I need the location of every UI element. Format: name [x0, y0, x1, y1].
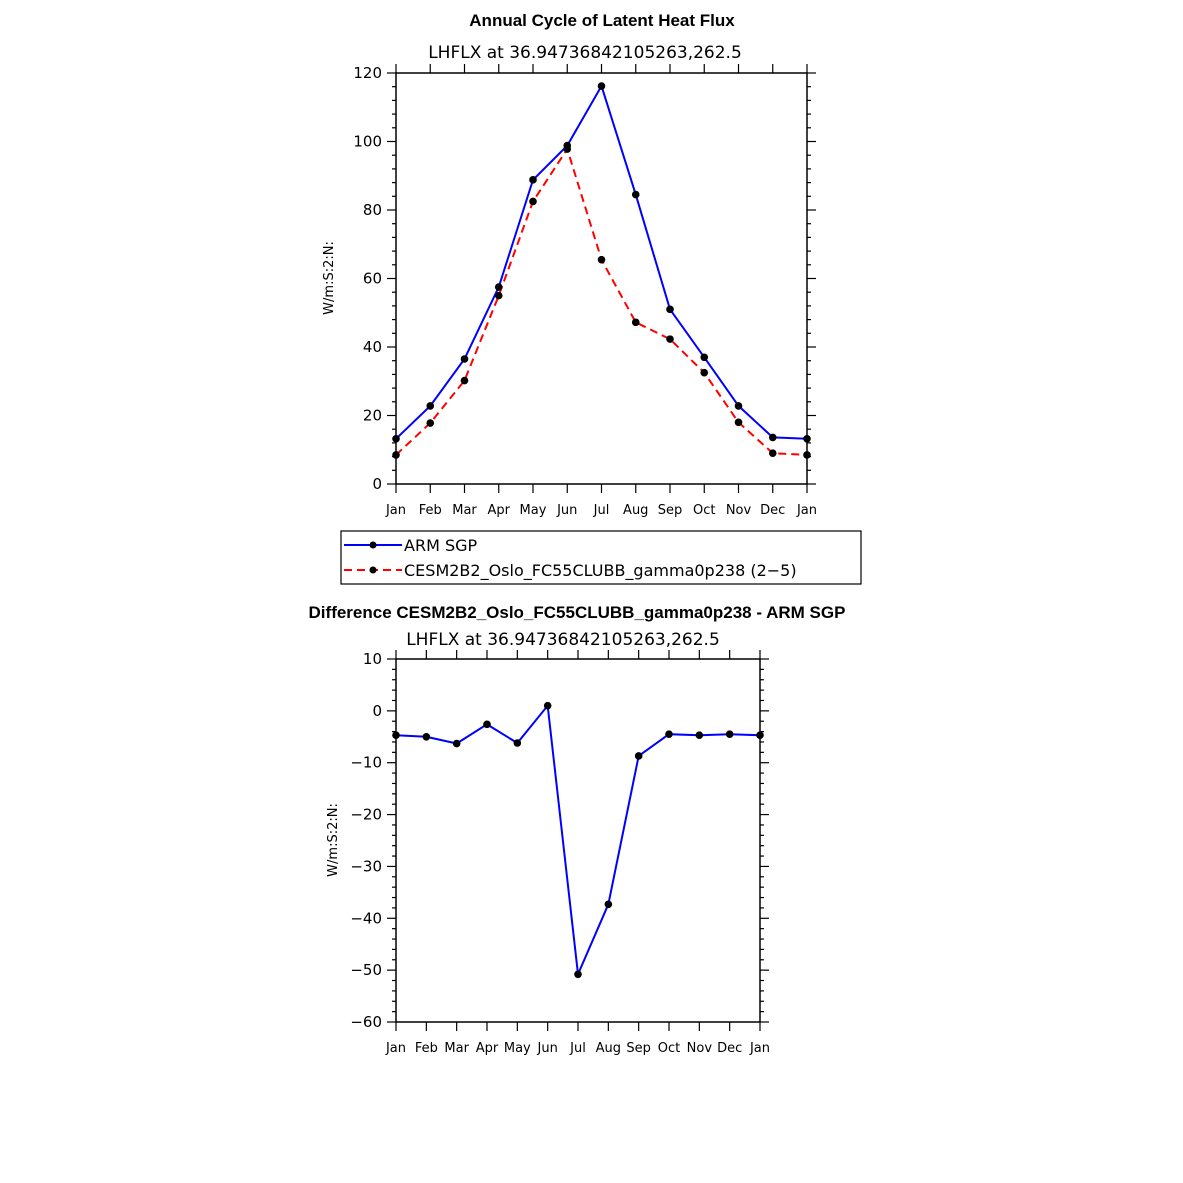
bottom-chart — [309, 603, 846, 1056]
top-chart-series-1-point — [529, 198, 537, 206]
top-chart-series-line-1 — [396, 149, 807, 455]
bottom-chart-series-0-point — [483, 721, 491, 729]
top-chart-series-0-point — [769, 434, 777, 442]
bottom-chart-series-0-point — [392, 731, 400, 739]
top-chart-series-0-point — [666, 306, 674, 314]
bottom-chart-xtick-label: Jun — [537, 1041, 558, 1056]
top-chart-series-1-point — [461, 377, 469, 385]
legend-marker-arm — [370, 542, 377, 549]
bottom-chart-ytick-label: 10 — [362, 650, 382, 668]
top-chart-series-0-point — [700, 353, 708, 361]
bottom-chart-ytick-label: −10 — [350, 753, 382, 772]
bottom-chart-xtick-label: Jan — [749, 1041, 771, 1056]
top-chart-xtick-label: Aug — [623, 503, 649, 518]
top-chart-series-1-point — [495, 292, 503, 300]
top-chart-ylabel: W/m:S:2:N: — [322, 241, 337, 315]
top-chart-series-1-point — [769, 449, 777, 457]
top-chart — [322, 11, 817, 518]
top-chart-ytick-label: 120 — [353, 64, 382, 82]
legend-label-arm: ARM SGP — [404, 536, 478, 555]
top-chart-ytick-label: 100 — [353, 132, 382, 151]
bottom-chart-series-0-point — [574, 970, 582, 978]
bottom-chart-xtick-label: Dec — [717, 1041, 743, 1056]
top-chart-series-1-point — [735, 419, 743, 427]
top-chart-series-1-point — [392, 451, 400, 459]
top-chart-series-1-point — [563, 145, 571, 153]
bottom-chart-xtick-label: May — [503, 1041, 531, 1056]
bottom-chart-xtick-label: Sep — [626, 1041, 651, 1056]
top-chart-series-1-point — [700, 369, 708, 377]
bottom-chart-xtick-label: Jan — [385, 1041, 407, 1056]
bottom-chart-ytick-label: −50 — [350, 961, 382, 980]
top-chart-series-0-point — [735, 402, 743, 410]
top-chart-ytick-label: 0 — [372, 475, 382, 493]
bottom-chart-ytick-label: −20 — [350, 805, 382, 824]
top-chart-xtick-label: Jul — [593, 503, 610, 518]
top-chart-series-0-point — [803, 435, 811, 443]
top-chart-xtick-label: Jan — [385, 503, 407, 518]
bottom-chart-xtick-label: Oct — [657, 1041, 681, 1056]
bottom-chart-series-0-point — [514, 739, 522, 747]
top-chart-xtick-label: Jan — [796, 503, 818, 518]
legend-label-cesm: CESM2B2_Oslo_FC55CLUBB_gamma0p238 (2−5) — [404, 561, 797, 580]
top-chart-xtick-label: Apr — [487, 503, 510, 518]
top-chart-xtick-label: Sep — [657, 503, 683, 518]
top-chart-series-0-point — [461, 355, 469, 363]
bottom-chart-series-0-point — [605, 900, 613, 908]
top-chart-series-0-point — [529, 176, 537, 184]
top-chart-series-0-point — [632, 191, 640, 199]
bottom-chart-xtick-label: Mar — [444, 1041, 469, 1056]
bottom-chart-series-0-point — [544, 702, 552, 710]
bottom-chart-series-0-point — [696, 731, 704, 739]
top-chart-subtitle: LHFLX at 36.94736842105263,262.5 — [428, 43, 742, 63]
top-chart-series-0-point — [495, 283, 503, 291]
top-chart-xtick-label: Jun — [557, 503, 578, 518]
bottom-chart-ytick-label: 0 — [372, 701, 382, 720]
top-chart-series-1-point — [803, 451, 811, 459]
bottom-chart-xtick-label: Feb — [414, 1041, 438, 1056]
top-chart-series-0-point — [598, 82, 606, 90]
top-chart-frame — [396, 73, 807, 484]
top-chart-title: Annual Cycle of Latent Heat Flux — [469, 11, 735, 30]
bottom-chart-series-0-point — [423, 733, 431, 741]
bottom-plot-area — [350, 650, 770, 1056]
top-chart-series-1-point — [666, 335, 674, 343]
legend — [341, 531, 861, 584]
bottom-chart-series-line-0 — [396, 706, 760, 975]
bottom-chart-series-0-point — [756, 731, 764, 739]
bottom-chart-subtitle: LHFLX at 36.94736842105263,262.5 — [406, 630, 720, 650]
bottom-chart-series-0-point — [453, 740, 461, 748]
bottom-chart-xtick-label: Jul — [570, 1041, 586, 1056]
top-chart-series-1-point — [426, 419, 434, 427]
top-chart-xtick-label: Feb — [418, 503, 442, 518]
top-chart-xtick-label: Oct — [693, 503, 716, 518]
bottom-chart-ylabel: W/m:S:2:N: — [326, 803, 341, 877]
top-chart-ytick-label: 80 — [362, 201, 382, 219]
top-chart-series-1-point — [598, 256, 606, 264]
bottom-chart-xtick-label: Apr — [475, 1041, 499, 1056]
top-chart-series-0-point — [392, 435, 400, 443]
top-chart-ytick-label: 40 — [362, 338, 382, 356]
bottom-chart-title: Difference CESM2B2_Oslo_FC55CLUBB_gamma0p238 - ARM SGP — [308, 603, 846, 622]
top-chart-xtick-label: Dec — [760, 503, 786, 518]
top-chart-xtick-label: Nov — [725, 503, 752, 518]
top-chart-xtick-label: Mar — [452, 503, 477, 518]
top-chart-series-1-point — [632, 319, 640, 327]
bottom-chart-xtick-label: Aug — [595, 1041, 622, 1056]
bottom-chart-ytick-label: −60 — [350, 1013, 382, 1031]
top-plot-area — [353, 64, 817, 518]
bottom-chart-ytick-label: −40 — [350, 909, 382, 928]
legend-marker-cesm — [370, 567, 377, 574]
bottom-chart-ytick-label: −30 — [350, 857, 382, 876]
top-chart-xtick-label: May — [519, 503, 547, 518]
top-chart-ytick-label: 20 — [362, 406, 382, 425]
bottom-chart-xtick-label: Nov — [686, 1041, 713, 1056]
top-chart-ytick-label: 60 — [362, 269, 382, 288]
bottom-chart-series-0-point — [665, 730, 673, 738]
bottom-chart-series-0-point — [635, 752, 643, 760]
bottom-chart-series-0-point — [726, 730, 734, 738]
top-chart-series-0-point — [426, 402, 434, 410]
